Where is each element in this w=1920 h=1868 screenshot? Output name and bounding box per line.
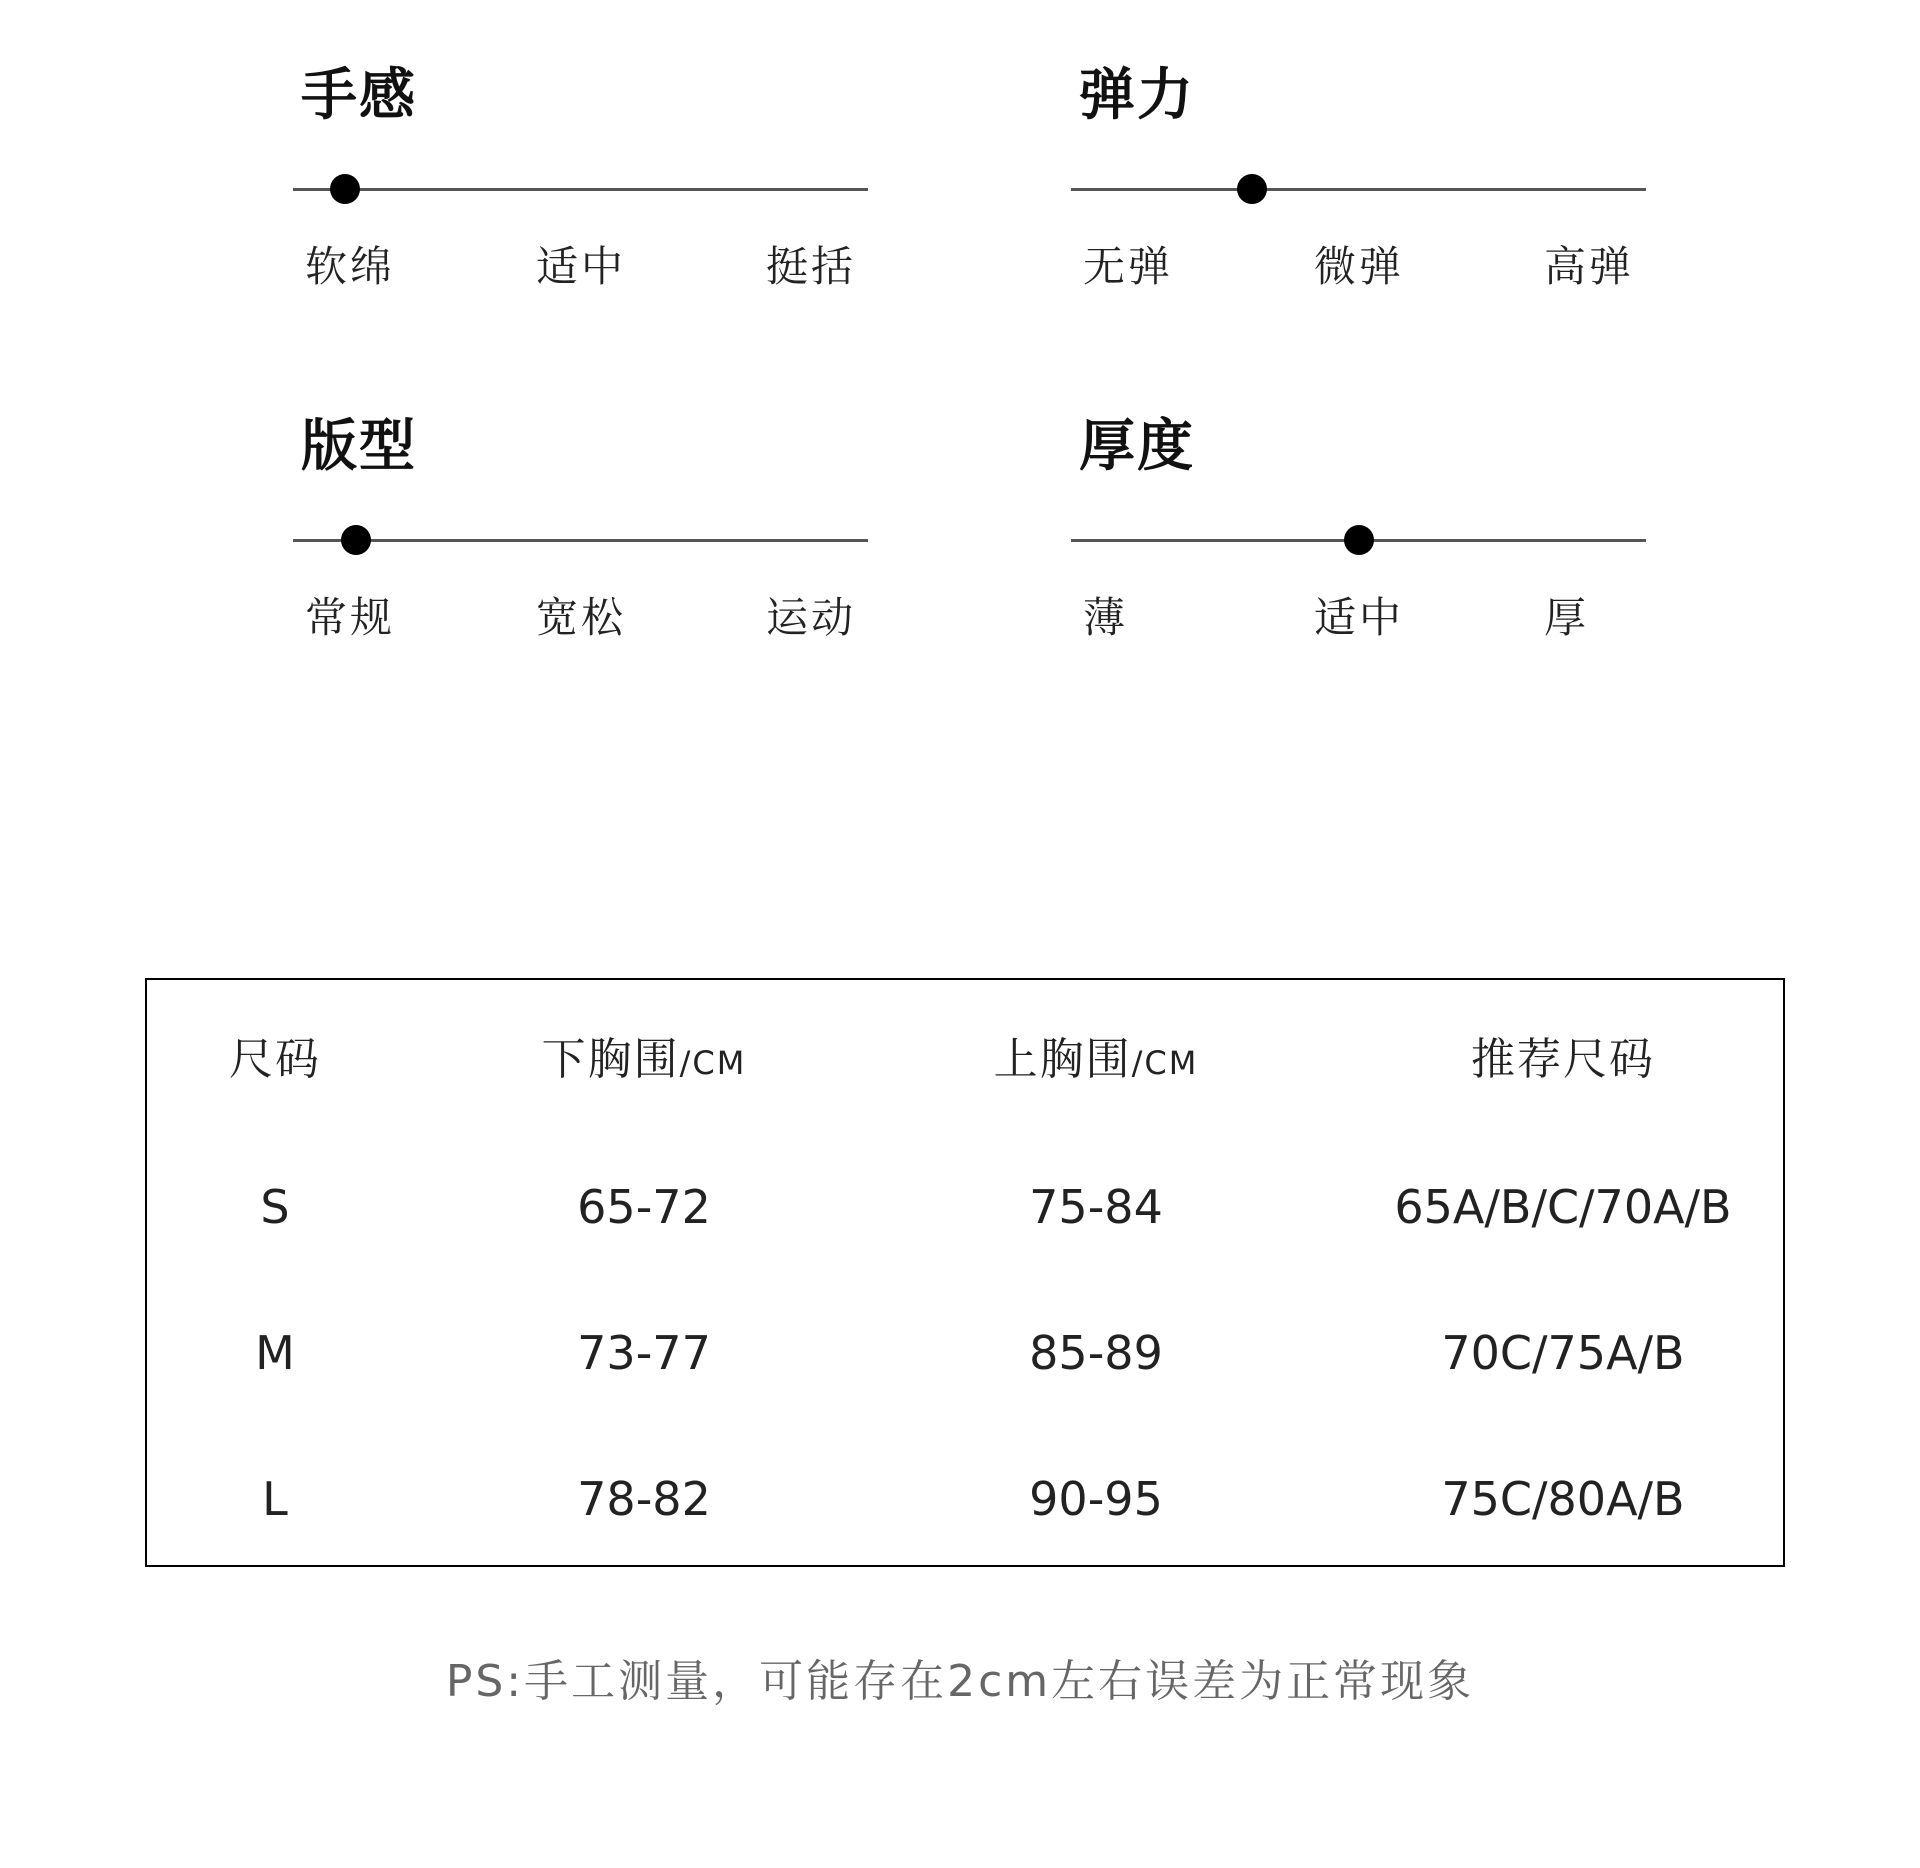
table-cell-bust: 75-84 xyxy=(1029,1180,1163,1234)
attribute-label-low: 薄 xyxy=(1083,593,1129,642)
table-cell-size: M xyxy=(255,1326,295,1380)
size-table xyxy=(145,978,1785,1567)
table-cell-size: L xyxy=(262,1472,288,1526)
attribute-label-low: 无弹 xyxy=(1083,242,1174,291)
table-header-cell xyxy=(541,1034,747,1085)
attribute-indicator-dot xyxy=(1237,174,1267,204)
attribute-title: 厚度 xyxy=(1079,414,1195,479)
table-header-cell xyxy=(993,1034,1199,1085)
attribute-indicator-dot xyxy=(341,525,371,555)
header-text: 尺码 xyxy=(229,1034,321,1085)
attribute-track xyxy=(293,188,868,191)
measurement-note: PS:手工测量，可能存在2cm左右误差为正常现象 xyxy=(445,1656,1475,1707)
attribute-label-low: 常规 xyxy=(305,593,396,642)
attribute-label-mid: 微弹 xyxy=(1314,242,1405,291)
table-cell-underbust: 78-82 xyxy=(577,1472,711,1526)
table-cell-underbust: 73-77 xyxy=(577,1326,711,1380)
table-cell-bust: 90-95 xyxy=(1029,1472,1163,1526)
attribute-label-high: 高弹 xyxy=(1544,242,1635,291)
attribute-label-high: 运动 xyxy=(766,593,857,642)
table-cell-recommended: 70C/75A/B xyxy=(1441,1326,1685,1380)
attribute-label-mid: 适中 xyxy=(1314,593,1405,642)
attribute-title: 手感 xyxy=(301,63,417,128)
attribute-title: 弹力 xyxy=(1079,63,1195,128)
table-cell-recommended: 75C/80A/B xyxy=(1441,1472,1685,1526)
attribute-label-high: 厚 xyxy=(1544,593,1590,642)
attribute-track xyxy=(293,539,868,542)
header-text: 推荐尺码 xyxy=(1471,1034,1655,1085)
header-text: 下胸围 xyxy=(541,1034,680,1085)
attribute-label-mid: 宽松 xyxy=(536,593,627,642)
attribute-label-low: 软绵 xyxy=(305,242,396,291)
header-text: 上胸围 xyxy=(993,1034,1132,1085)
attribute-track xyxy=(1071,188,1646,191)
attribute-label-mid: 适中 xyxy=(536,242,627,291)
table-header-cell xyxy=(1471,1034,1655,1085)
table-header-cell xyxy=(229,1034,321,1085)
table-cell-bust: 85-89 xyxy=(1029,1326,1163,1380)
header-unit: /CM xyxy=(1131,1044,1199,1082)
header-unit: /CM xyxy=(679,1044,747,1082)
attribute-indicator-dot xyxy=(1344,525,1374,555)
attribute-label-high: 挺括 xyxy=(766,242,857,291)
attribute-indicator-dot xyxy=(330,174,360,204)
attribute-title: 版型 xyxy=(301,414,417,479)
table-cell-size: S xyxy=(260,1180,290,1234)
table-cell-recommended: 65A/B/C/70A/B xyxy=(1394,1180,1732,1234)
table-cell-underbust: 65-72 xyxy=(577,1180,711,1234)
